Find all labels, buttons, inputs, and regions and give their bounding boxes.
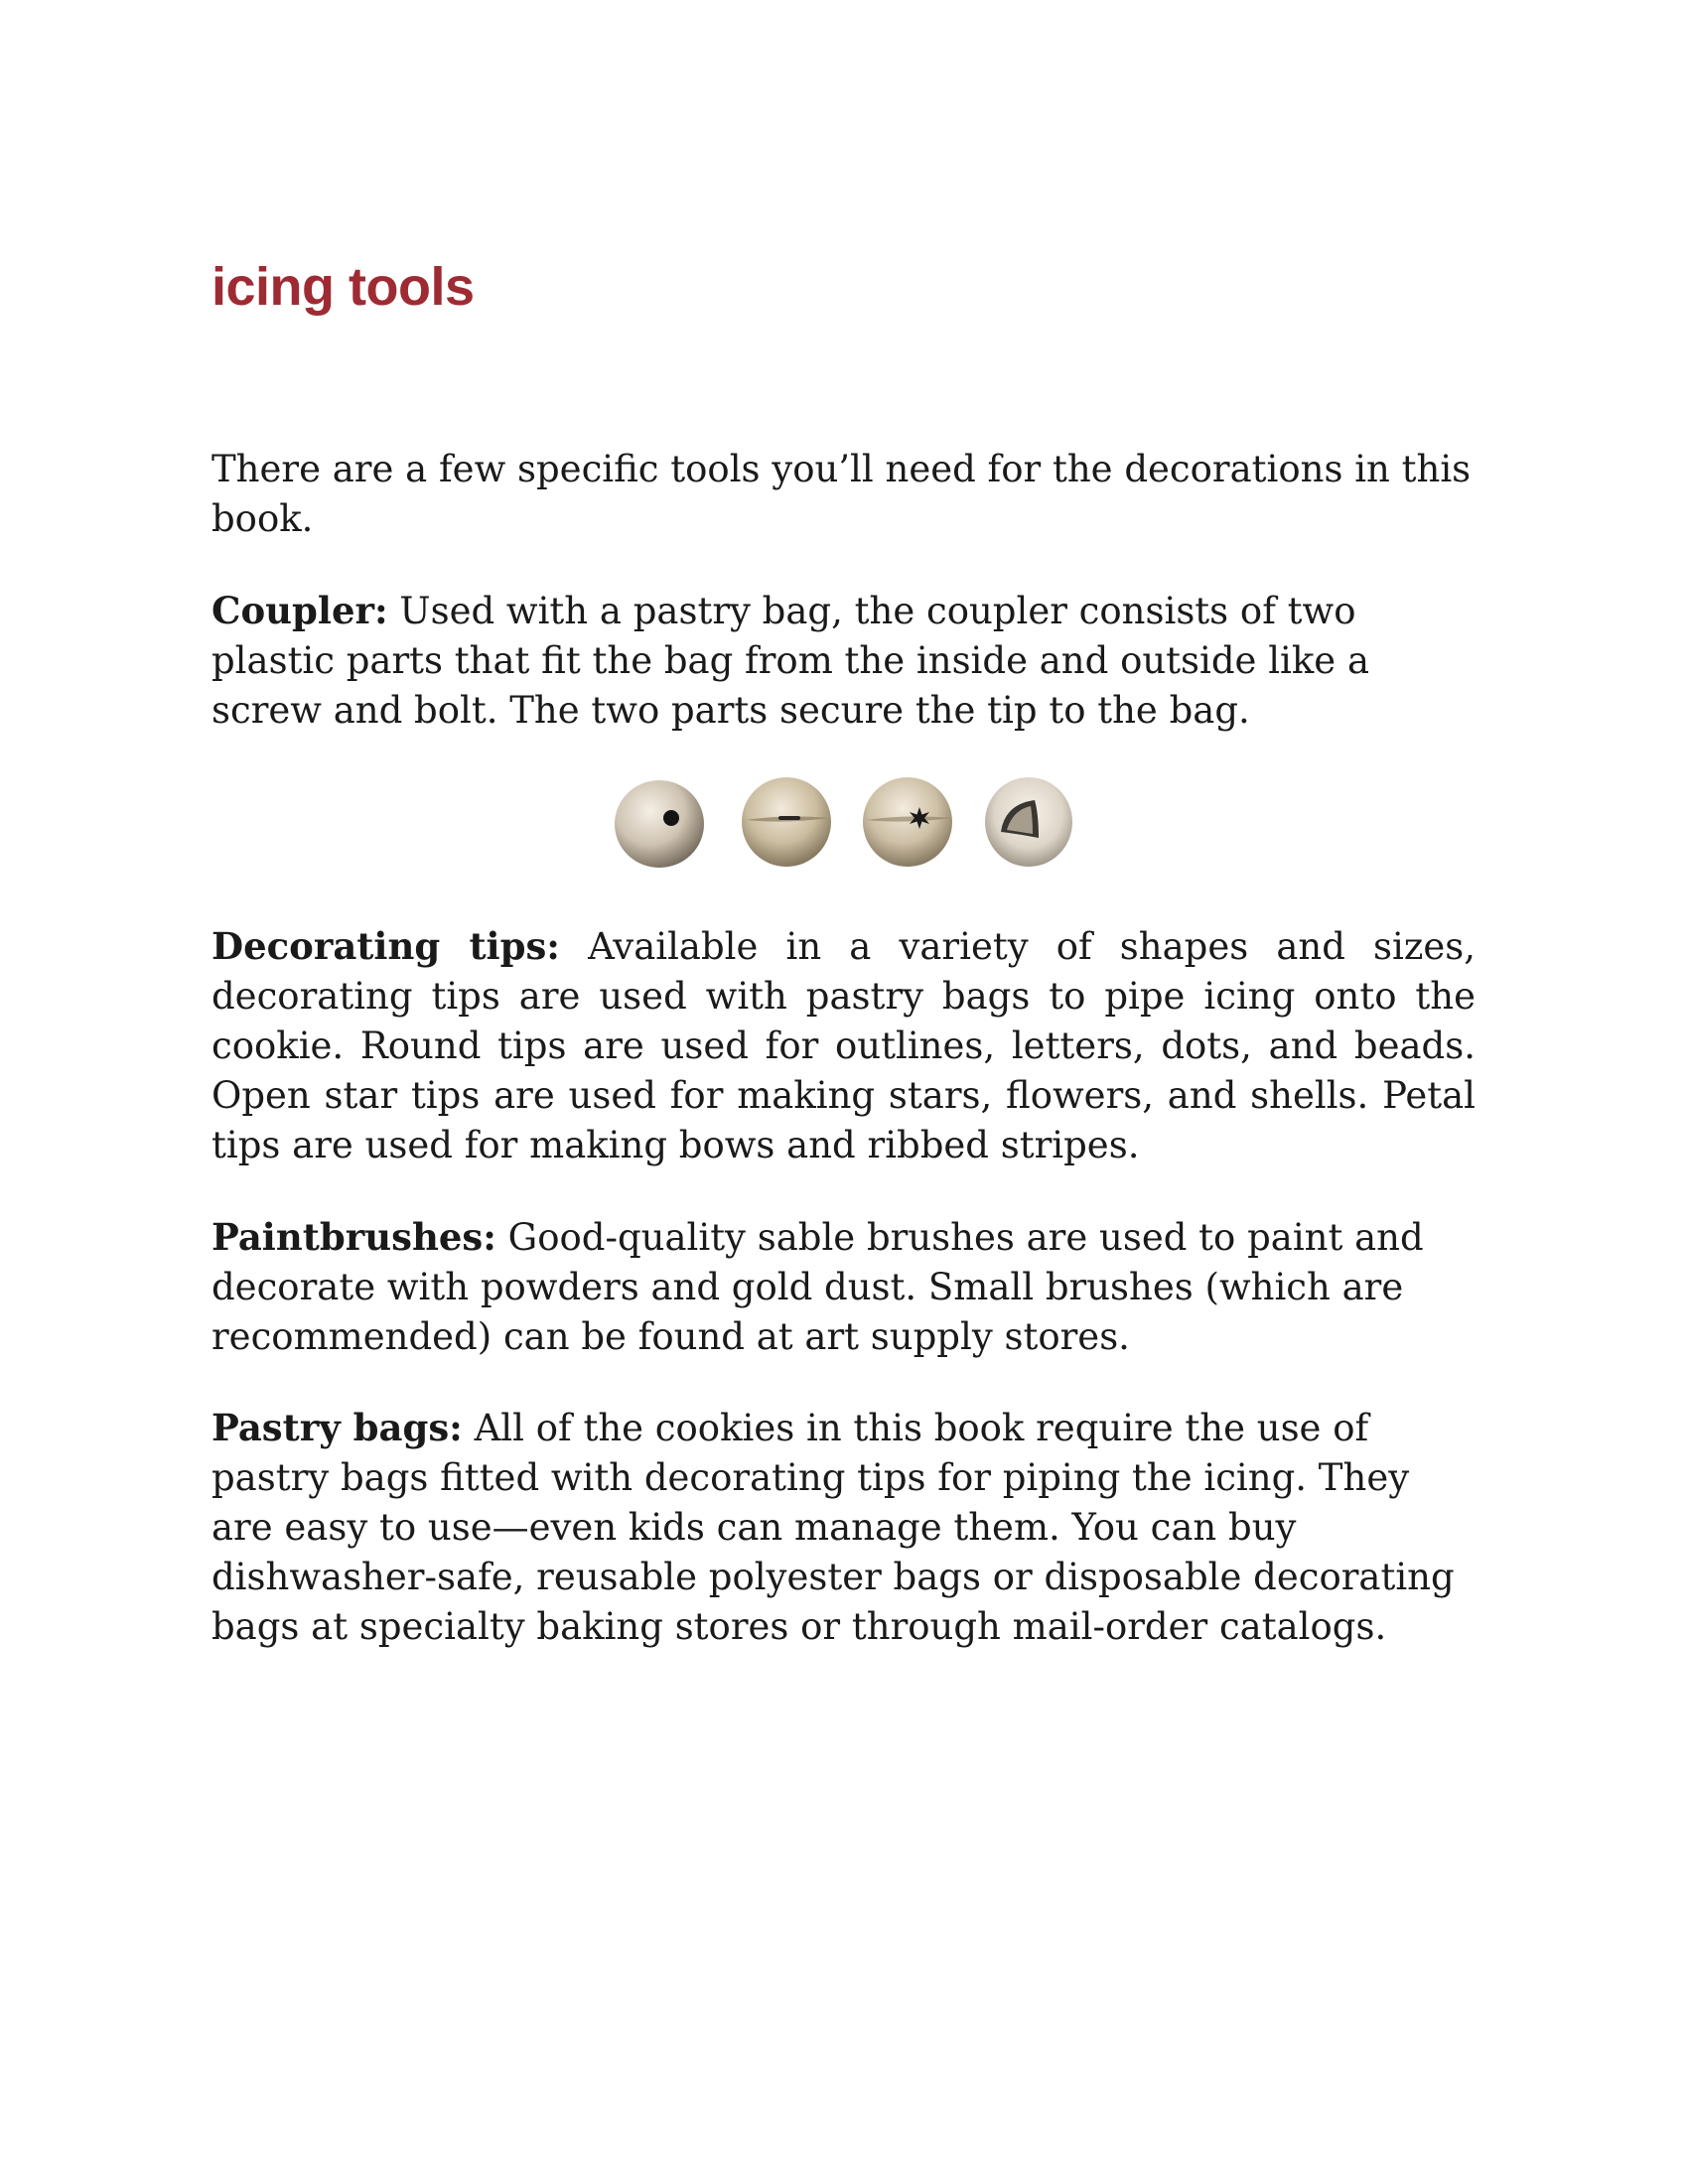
coupler-paragraph [211, 586, 1476, 736]
pastry-bags-text: All of the cookies in this book require the use of pastry bags fitted with decorating tips for piping the icing. They are easy to use—even kids can manage them. You can buy dishwasher-safe, reusable polyester bags or disposable decorating bags at specialty baking stores or through mail-order catalogs. [211, 1407, 1455, 1648]
paintbrushes-paragraph [211, 1212, 1476, 1362]
pastry-bags-paragraph [211, 1403, 1476, 1652]
decorating-tips-term: Decorating tips: [211, 924, 560, 968]
intro-paragraph: There are a few specific tools you’ll need for the decorations in this book. [211, 448, 1472, 540]
flat-tip-icon [739, 774, 834, 870]
decorating-tips-text: Available in a variety of shapes and sizes, decorating tips are used with pastry bags to pipe icing onto the cookie. Round tips are used for outlines, letters, dots, and beads. Open star tips are used for making stars, flowers, and shells. Petal tips are used for making bows and ribbed stripes. [211, 925, 1476, 1166]
decorating-tips-photo-row [612, 774, 1088, 874]
paintbrushes-term: Paintbrushes: [211, 1215, 496, 1259]
coupler-term: Coupler: [211, 589, 388, 632]
page-title: icing tools [211, 257, 475, 317]
coupler-text: Used with a pastry bag, the coupler consists of two plastic parts that fit the bag from the inside and outside like a screw and bolt. The two parts secure the tip to the bag. [211, 590, 1370, 732]
round-tip-icon [612, 774, 707, 870]
decorating-tips-paragraph [211, 921, 1476, 1170]
star-tip-icon [860, 774, 955, 870]
pastry-bags-term: Pastry bags: [211, 1406, 463, 1449]
petal-tip-icon [981, 774, 1076, 870]
paintbrushes-text: Good-quality sable brushes are used to paint and decorate with powders and gold dust. Small brushes (which are recommended) can be found at art supply stores. [211, 1216, 1424, 1358]
